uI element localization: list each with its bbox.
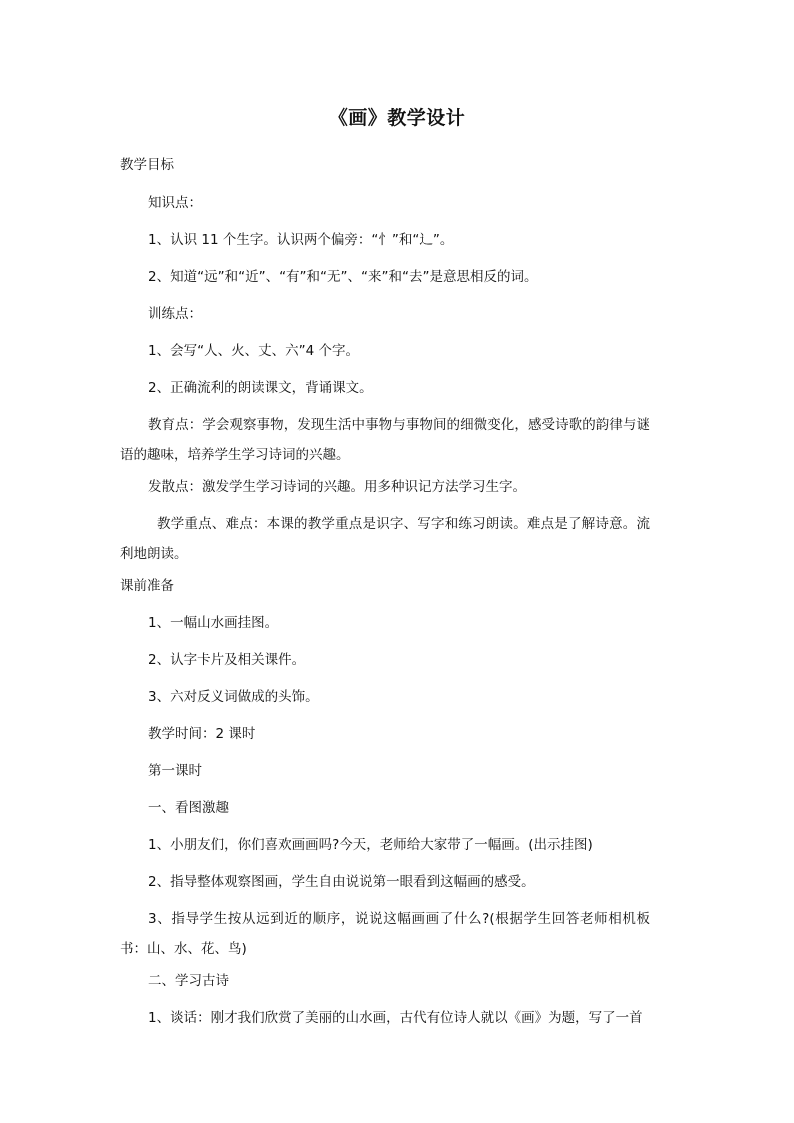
lesson-1-heading: 第一课时 bbox=[148, 763, 202, 779]
teaching-time: 教学时间：2 课时 bbox=[148, 726, 256, 742]
key-points-paragraph: 教学重点、难点：本课的教学重点是识字、写字和练习朗读。难点是了解诗意。流利地朗读。 bbox=[120, 516, 650, 562]
prep-item-2: 2、认字卡片及相关课件。 bbox=[148, 652, 306, 668]
prep-item-3: 3、六对反义词做成的头饰。 bbox=[148, 689, 319, 705]
training-item-2: 2、正确流利的朗读课文，背诵课文。 bbox=[148, 380, 373, 396]
document-title: 《画》教学设计 bbox=[328, 107, 466, 129]
section-2-heading: 二、学习古诗 bbox=[148, 973, 229, 989]
knowledge-item-2: 2、知道“远”和“近”、“有”和“无”、“来”和“去”是意思相反的词。 bbox=[148, 269, 538, 285]
training-heading: 训练点： bbox=[148, 306, 202, 322]
prep-heading: 课前准备 bbox=[120, 578, 174, 594]
divergent-point-paragraph: 发散点：激发学生学习诗词的兴趣。用多种识记方法学习生字。 bbox=[148, 479, 526, 495]
section-1-item-1: 1、小朋友们，你们喜欢画画吗?今天，老师给大家带了一幅画。(出示挂图) bbox=[148, 837, 593, 853]
knowledge-item-1: 1、认识 11 个生字。认识两个偏旁：“忄”和“辶”。 bbox=[148, 232, 454, 248]
goal-heading: 教学目标 bbox=[120, 157, 174, 173]
training-item-1: 1、会写“人、火、丈、六”4 个字。 bbox=[148, 343, 359, 359]
section-1-item-3: 3、指导学生按从远到近的顺序，说说这幅画画了什么?(根据学生回答老师相机板书：山、水、花、鸟) bbox=[120, 911, 650, 957]
education-point-paragraph: 教育点：学会观察事物，发现生活中事物与事物间的细微变化，感受诗歌的韵律与谜语的趣味，培养学生学习诗词的兴趣。 bbox=[120, 417, 650, 463]
section-1-item-2: 2、指导整体观察图画，学生自由说说第一眼看到这幅画的感受。 bbox=[148, 874, 535, 890]
knowledge-heading: 知识点： bbox=[148, 195, 202, 211]
section-1-heading: 一、看图激趣 bbox=[148, 800, 229, 816]
prep-item-1: 1、一幅山水画挂图。 bbox=[148, 615, 279, 631]
section-2-item-1: 1、谈话：刚才我们欣赏了美丽的山水画，古代有位诗人就以《画》为题，写了一首 bbox=[148, 1010, 643, 1026]
